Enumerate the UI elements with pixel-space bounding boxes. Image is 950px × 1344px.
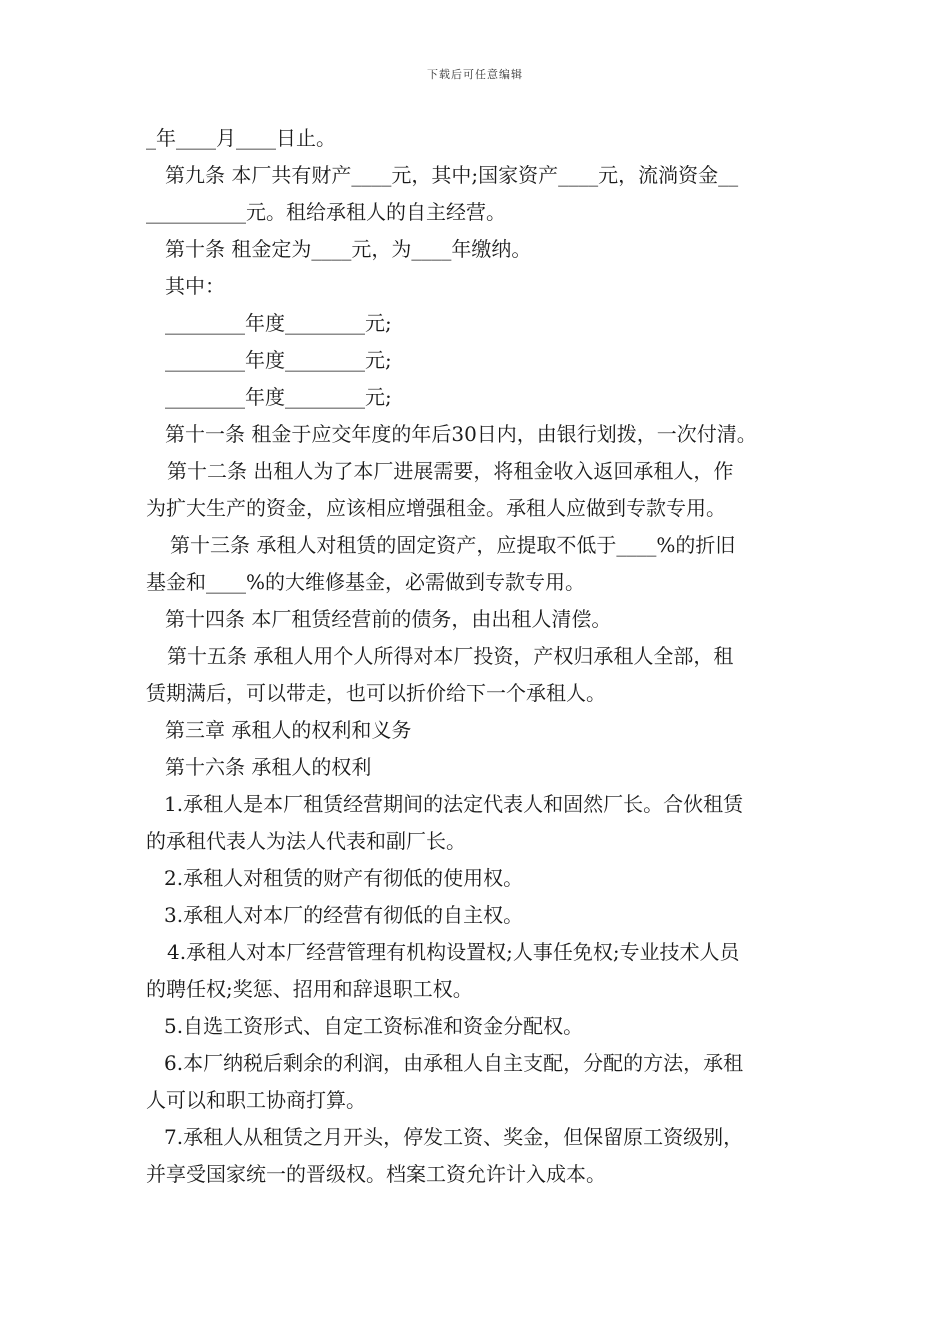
text-line: 第三章 承租人的权利和义务: [165, 718, 412, 742]
text-line: ________年度________元;: [165, 348, 392, 372]
text-line: 为扩大生产的资金，应该相应增强租金。承租人应做到专款专用。: [146, 496, 726, 520]
text-line: 第十条 租金定为____元，为____年缴纳。: [165, 237, 532, 261]
text-line: 6.本厂纳税后剩余的利润，由承租人自主支配，分配的方法，承租: [164, 1051, 744, 1075]
text-line: 第十五条 承租人用个人所得对本厂投资，产权归承租人全部，租: [167, 644, 734, 668]
document-body: [146, 120, 818, 1193]
text-line: 5.自选工资形式、自定工资标准和资金分配权。: [164, 1014, 584, 1038]
text-line: 的聘任权;奖惩、招用和辞退职工权。: [146, 977, 473, 1001]
text-line: 第十二条 出租人为了本厂进展需要，将租金收入返回承租人，作: [167, 459, 734, 483]
text-line: 4.承租人对本厂经营管理有机构设置权;人事任免权;专业技术人员: [167, 940, 740, 964]
page-header: 下载后可任意编辑: [427, 68, 523, 81]
text-line: 1.承租人是本厂租赁经营期间的法定代表人和固然厂长。合伙租赁: [164, 792, 744, 816]
text-line: 第十四条 本厂租赁经营前的债务，由出租人清偿。: [165, 607, 612, 631]
text-line: 基金和____%的大维修基金，必需做到专款专用。: [146, 570, 586, 594]
text-line: 的承租代表人为法人代表和副厂长。: [146, 829, 466, 853]
text-line: __________元。租给承租人的自主经营。: [146, 200, 506, 224]
text-line: 第九条 本厂共有财产____元，其中;国家资产____元，流淌资金__: [165, 163, 739, 187]
text-line: 7.承租人从租赁之月开头，停发工资、奖金，但保留原工资级别，: [164, 1125, 744, 1149]
text-line: _年____月____日止。: [146, 126, 336, 150]
text-line: 人可以和职工协商打算。: [146, 1088, 366, 1112]
text-line: 3.承租人对本厂的经营有彻低的自主权。: [164, 903, 524, 927]
text-line: 其中：: [165, 274, 225, 298]
text-line: 第十一条 租金于应交年度的年后30日内，由银行划拨，一次付清。: [165, 422, 757, 446]
text-line: 第十六条 承租人的权利: [165, 755, 372, 779]
text-line: ________年度________元;: [165, 385, 392, 409]
text-line: 2.承租人对租赁的财产有彻低的使用权。: [164, 866, 524, 890]
text-line: 第十三条 承租人对租赁的固定资产，应提取不低于____%的折旧: [170, 533, 736, 557]
text-line: ________年度________元;: [165, 311, 392, 335]
text-line: 并享受国家统一的晋级权。档案工资允许计入成本。: [146, 1162, 606, 1186]
text-line: 赁期满后，可以带走，也可以折价给下一个承租人。: [146, 681, 606, 705]
